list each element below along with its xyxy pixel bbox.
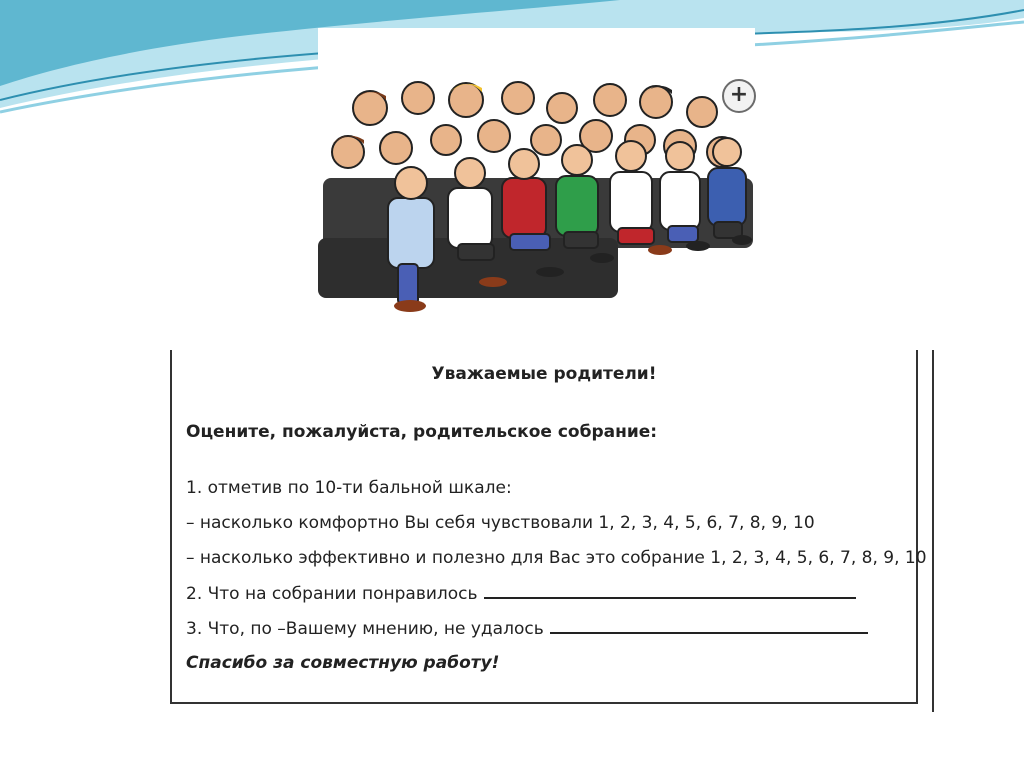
question-1-comfort: – насколько комфортно Вы себя чувствовали 1, 2, 3, 4, 5, 6, 7, 8, 9, 10: [186, 513, 815, 533]
question-2: [186, 583, 856, 604]
question-2-answer-line: [484, 583, 856, 599]
question-3-answer-line: [550, 618, 868, 634]
question-2-label: 2. Что на собрании понравилось: [186, 584, 478, 604]
questionnaire-intro: Оцените, пожалуйста, родительское собрание:: [186, 422, 658, 442]
zoom-plus-icon[interactable]: [722, 79, 756, 113]
questionnaire-card: [170, 350, 927, 704]
audience-illustration: [318, 28, 755, 322]
questionnaire-title: Уважаемые родители!: [431, 364, 657, 384]
question-1-usefulness: – насколько эффективно и полезно для Вас это собрание 1, 2, 3, 4, 5, 6, 7, 8, 9, 10: [186, 548, 927, 568]
audience-icon: [318, 28, 755, 322]
question-1: 1. отметив по 10-ти бальной шкале:: [186, 478, 512, 498]
question-3-label: 3. Что, по –Вашему мнению, не удалось: [186, 619, 544, 639]
question-3: [186, 618, 868, 639]
thanks-text: Спасибо за совместную работу!: [186, 653, 500, 673]
frame-rule: [932, 350, 934, 712]
